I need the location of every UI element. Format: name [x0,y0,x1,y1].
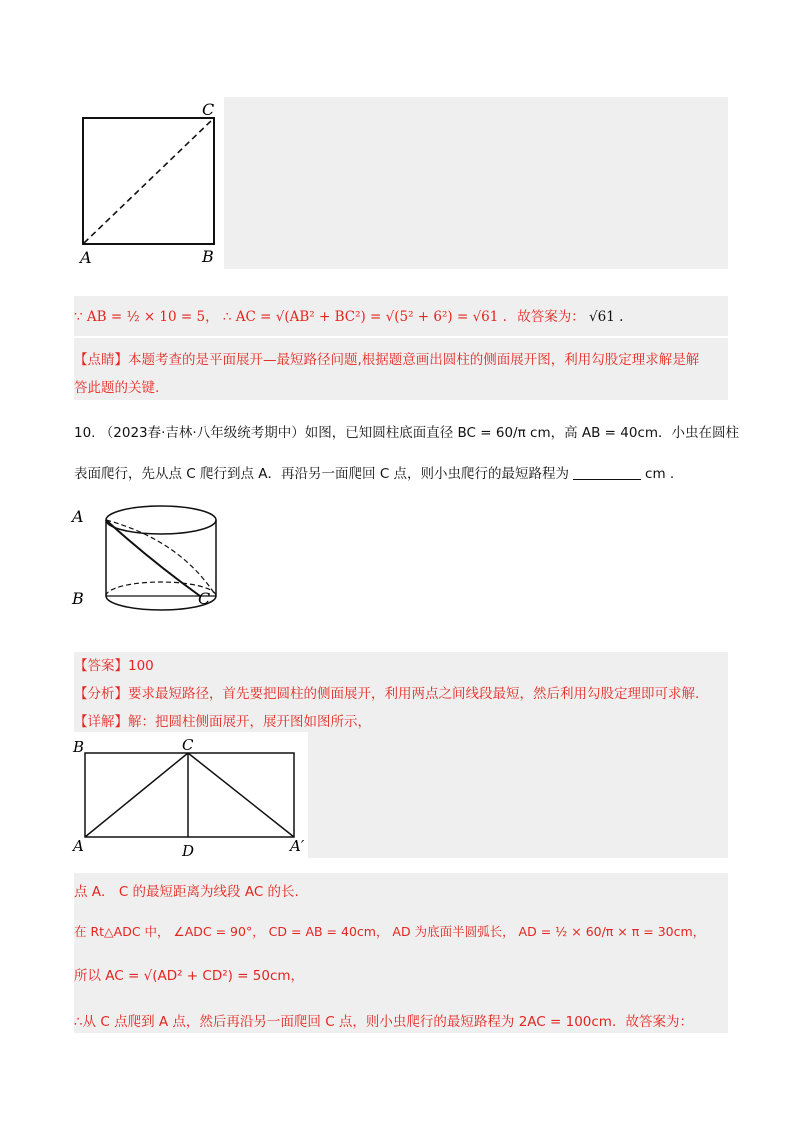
label-c: C [198,589,211,608]
figure-1-square-diagram [74,97,224,269]
sol9-answer-prefix: 故答案为： [517,309,585,325]
sol10-line3: 所以 AC = √(AD² + CD²) = 50cm， [74,968,305,984]
label-b: B [202,247,214,266]
label-a-prime: A′ [290,837,305,855]
front-path-curve [106,520,200,596]
label-a: A [80,248,92,267]
q10-number: 10. [74,425,96,441]
comment9-line1 [74,350,699,370]
figure-2-cylinder-diagram [70,500,220,612]
comment9-line2: 答此题的关键. [74,380,160,396]
comment9-text-1: 本题考查的是平面展开—最短路径问题,根据题意画出圆柱的侧面展开图，利用勾股定理求解是解 [128,352,700,368]
back-path-curve [106,520,216,596]
detail10-tag: 【详解】 [74,714,128,730]
segment-ca2 [188,753,294,837]
answer10-value: 100 [128,658,154,674]
label-a: A [72,507,84,526]
sol10-line1: 点 A． C 的最短距离为线段 AC 的长. [74,884,299,900]
figure-3-unfolded-diagram [70,734,310,858]
answer10-tag: 【答案】 [74,658,128,674]
sol9-formula: ∵ AB = ½ × 10 = 5， ∴ AC = √(AB² + BC²) = √(5² + 6²) = √61 . [74,309,507,325]
label-c: C [202,100,215,119]
analysis10-row [74,684,699,704]
q10-answer-blank[interactable] [573,465,641,480]
outline-rect [85,753,294,837]
label-b: B [72,589,84,608]
q10-text-unit: cm . [645,466,675,482]
sol9-formula-row [74,307,623,327]
q10-line2 [74,464,674,484]
analysis10-text: 要求最短路径，首先要把圆柱的侧面展开，利用两点之间线段最短，然后利用勾股定理即可求解. [128,686,700,702]
top-ellipse [106,506,216,534]
sol10-line4: ∴从 C 点爬到 A 点，然后再沿另一面爬回 C 点，则小虫爬行的最短路程为 2AC = 100cm．故答案为： [74,1014,693,1030]
q10-line1 [74,423,739,443]
detail10-text: 解：把圆柱侧面展开，展开图如图所示， [128,714,371,730]
q10-source: （2023春·吉林·八年级统考期中） [99,425,305,441]
diagonal-dashed [84,119,213,243]
answer10-row [74,656,154,676]
q10-text-1: 如图，已知圆柱底面直径 BC = 60/π cm，高 AB = 40cm．小虫在圆柱 [304,425,740,441]
sol10-line2: 在 Rt△ADC 中， ∠ADC = 90°， CD = AB = 40cm， AD 为底面半圆弧长， AD = ½ × 60/π × π = 30cm， [74,924,706,939]
segment-ac [85,753,188,837]
sol9-answer: √61 . [589,309,624,325]
label-c: C [182,736,194,754]
label-a: A [73,837,84,855]
analysis10-tag: 【分析】 [74,686,128,702]
label-b: B [73,738,85,756]
label-d: D [182,842,195,858]
detail10-row [74,712,371,732]
comment9-tag: 【点睛】 [74,352,128,368]
q10-text-2: 表面爬行，先从点 C 爬行到点 A．再沿另一面爬回 C 点，则小虫爬行的最短路程为 [74,466,570,482]
